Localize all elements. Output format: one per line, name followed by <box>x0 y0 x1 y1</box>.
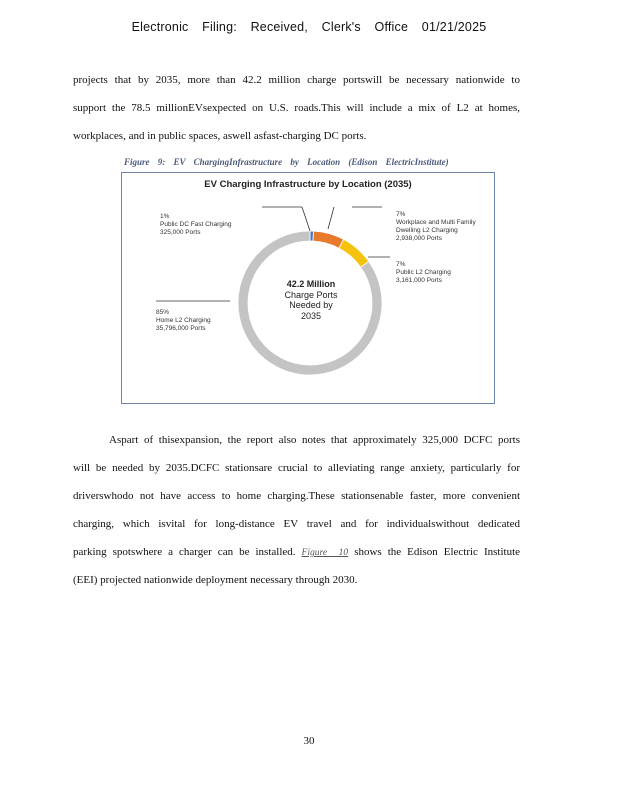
page-number: 30 <box>303 735 315 747</box>
label-home <box>156 309 211 333</box>
text-line: projects that by 2035, more than 42.2 million charge portswill be necessary nationwide to <box>73 74 520 86</box>
text-line: (EEI) projected nationwide deployment necessary through 2030. <box>73 574 358 586</box>
center-line: 2035 <box>300 310 322 321</box>
slice-public-l2 <box>339 239 369 267</box>
label-workplace <box>396 211 476 243</box>
paragraph-intro <box>73 73 520 157</box>
chart-figure <box>121 172 495 404</box>
label-category: Workplace and Multi Family <box>396 219 476 226</box>
leader-line <box>328 207 334 229</box>
chart-title: EV Charging Infrastructure by Location (2035) <box>204 179 412 190</box>
leader-line <box>302 207 310 231</box>
label-public-l2 <box>396 261 451 285</box>
label-category: Home L2 Charging <box>156 317 211 324</box>
center-line: Needed by <box>289 300 333 310</box>
text-line: workplaces, and in public spaces, aswell asfast-charging DC ports. <box>73 130 367 142</box>
label-percent: 1% <box>160 213 170 220</box>
text-line: will be needed by 2035.DCFC stationsare crucial to alleviating range anxiety, particularly for <box>73 462 520 474</box>
figure-10-link[interactable]: Figure 10 <box>301 548 349 558</box>
label-percent: 85% <box>156 309 170 316</box>
text-segment: shows the Edison Electric Institute <box>354 546 520 558</box>
text-line: charging, which isvital for long-distance EV travel and for individualswithout dedicated <box>73 518 520 530</box>
filing-header: Electronic Filing: Received, Clerk's Office 01/21/2025 <box>131 20 487 34</box>
text-line: driverswhodo not have access to home charging.These stationsenable faster, more convenient <box>73 490 520 502</box>
label-percent: 7% <box>396 211 406 218</box>
donut-center-text <box>266 279 356 321</box>
text-line <box>73 545 520 573</box>
text-line: Aspart of thisexpansion, the report also notes that approximately 325,000 DCFC ports <box>109 434 520 446</box>
label-category: Public DC Fast Charging <box>160 221 232 228</box>
text-segment: parking spotswhere a charger can be installed. <box>73 546 296 558</box>
label-category: Public L2 Charging <box>396 269 451 276</box>
label-ports: 2,938,000 Ports <box>396 235 442 242</box>
figure-caption: Figure 9: EV ChargingInfrastructure by Location (Edison ElectricInstitute) <box>124 157 449 167</box>
paragraph-dcfc <box>73 433 520 601</box>
slice-workplace <box>313 231 344 248</box>
text-line: support the 78.5 millionEVsexpected on U.S. roads.This will include a mix of L2 at homes, <box>73 102 520 114</box>
center-value: 42.2 Million <box>286 279 336 289</box>
label-dcfc <box>160 213 232 237</box>
label-category: Dwelling L2 Charging <box>396 227 458 234</box>
label-ports: 325,000 Ports <box>160 229 201 236</box>
label-ports: 3,161,000 Ports <box>396 277 442 284</box>
label-ports: 35,796,000 Ports <box>156 325 206 332</box>
label-percent: 7% <box>396 261 406 268</box>
center-line: Charge Ports <box>284 289 338 300</box>
